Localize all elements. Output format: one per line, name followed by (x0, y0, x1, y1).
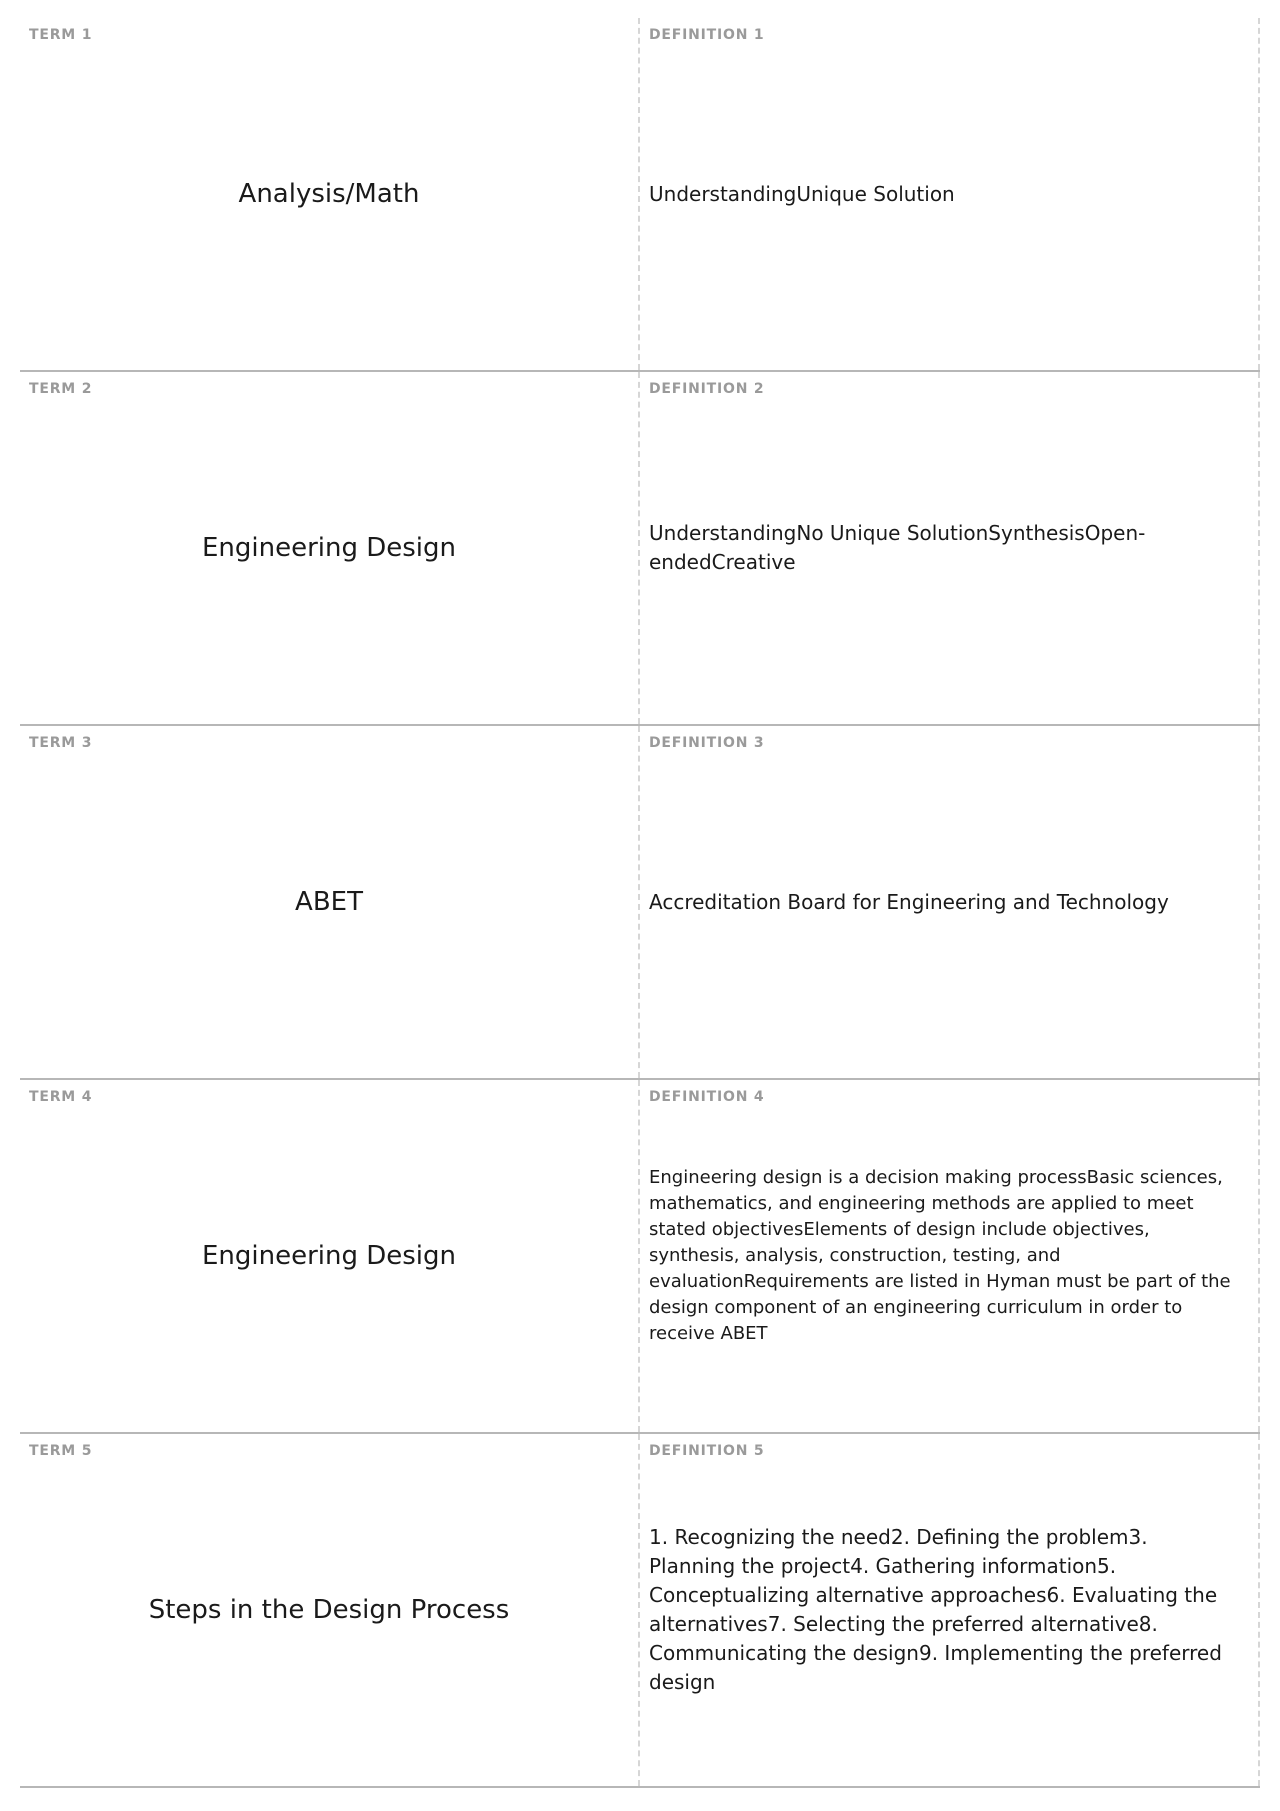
term-text: Analysis/Math (238, 179, 420, 209)
flashcard-row (20, 1434, 1260, 1788)
definition-cell (640, 1080, 1260, 1432)
term-cell (20, 18, 640, 370)
term-text: Engineering Design (201, 1241, 457, 1271)
definition-label: DEFINITION 5 (649, 1443, 765, 1459)
term-text: Engineering Design (201, 533, 457, 563)
term-cell (20, 1434, 640, 1786)
definition-label: DEFINITION 4 (649, 1089, 765, 1105)
term-cell (20, 726, 640, 1078)
definition-text: Accreditation Board for Engineering and Technology (649, 889, 1169, 914)
term-label: TERM 4 (29, 1089, 93, 1105)
term-text: Steps in the Design Process (148, 1595, 510, 1625)
term-label: TERM 5 (29, 1443, 93, 1459)
definition-label: DEFINITION 2 (649, 381, 765, 397)
definition-text: 1. Recognizing the need2. Defining the problem3. Planning the project4. Gathering information5. Conceptualizing alternative approaches6. Evaluating the alternatives7. Selecting the preferred alternative8. Communicating the design9. Implementing the preferred design (649, 1525, 1222, 1694)
definition-cell (640, 726, 1260, 1078)
definition-cell (640, 18, 1260, 370)
term-cell (20, 372, 640, 724)
flashcard-sheet (20, 18, 1260, 1788)
term-label: TERM 3 (29, 735, 93, 751)
definition-text: UnderstandingUnique Solution (649, 181, 955, 206)
definition-cell (640, 1434, 1260, 1786)
definition-label: DEFINITION 3 (649, 735, 765, 751)
flashcard-row (20, 1080, 1260, 1434)
flashcard-row (20, 726, 1260, 1080)
definition-text: Engineering design is a decision making processBasic sciences, mathematics, and engineering methods are applied to meet stated objectivesElements of design include objectives, synthesis, analysis, construction, testing, and evaluationRequirements are listed in Hyman must be part of the design component of an engineering curriculum in order to receive ABET (649, 1167, 1231, 1344)
definition-label: DEFINITION 1 (649, 27, 765, 43)
term-cell (20, 1080, 640, 1432)
term-label: TERM 2 (29, 381, 93, 397)
flashcard-row (20, 372, 1260, 726)
flashcard-row (20, 18, 1260, 372)
definition-text: UnderstandingNo Unique SolutionSynthesisOpen-endedCreative (649, 521, 1146, 574)
term-label: TERM 1 (29, 27, 93, 43)
term-text: ABET (295, 887, 363, 917)
definition-cell (640, 372, 1260, 724)
